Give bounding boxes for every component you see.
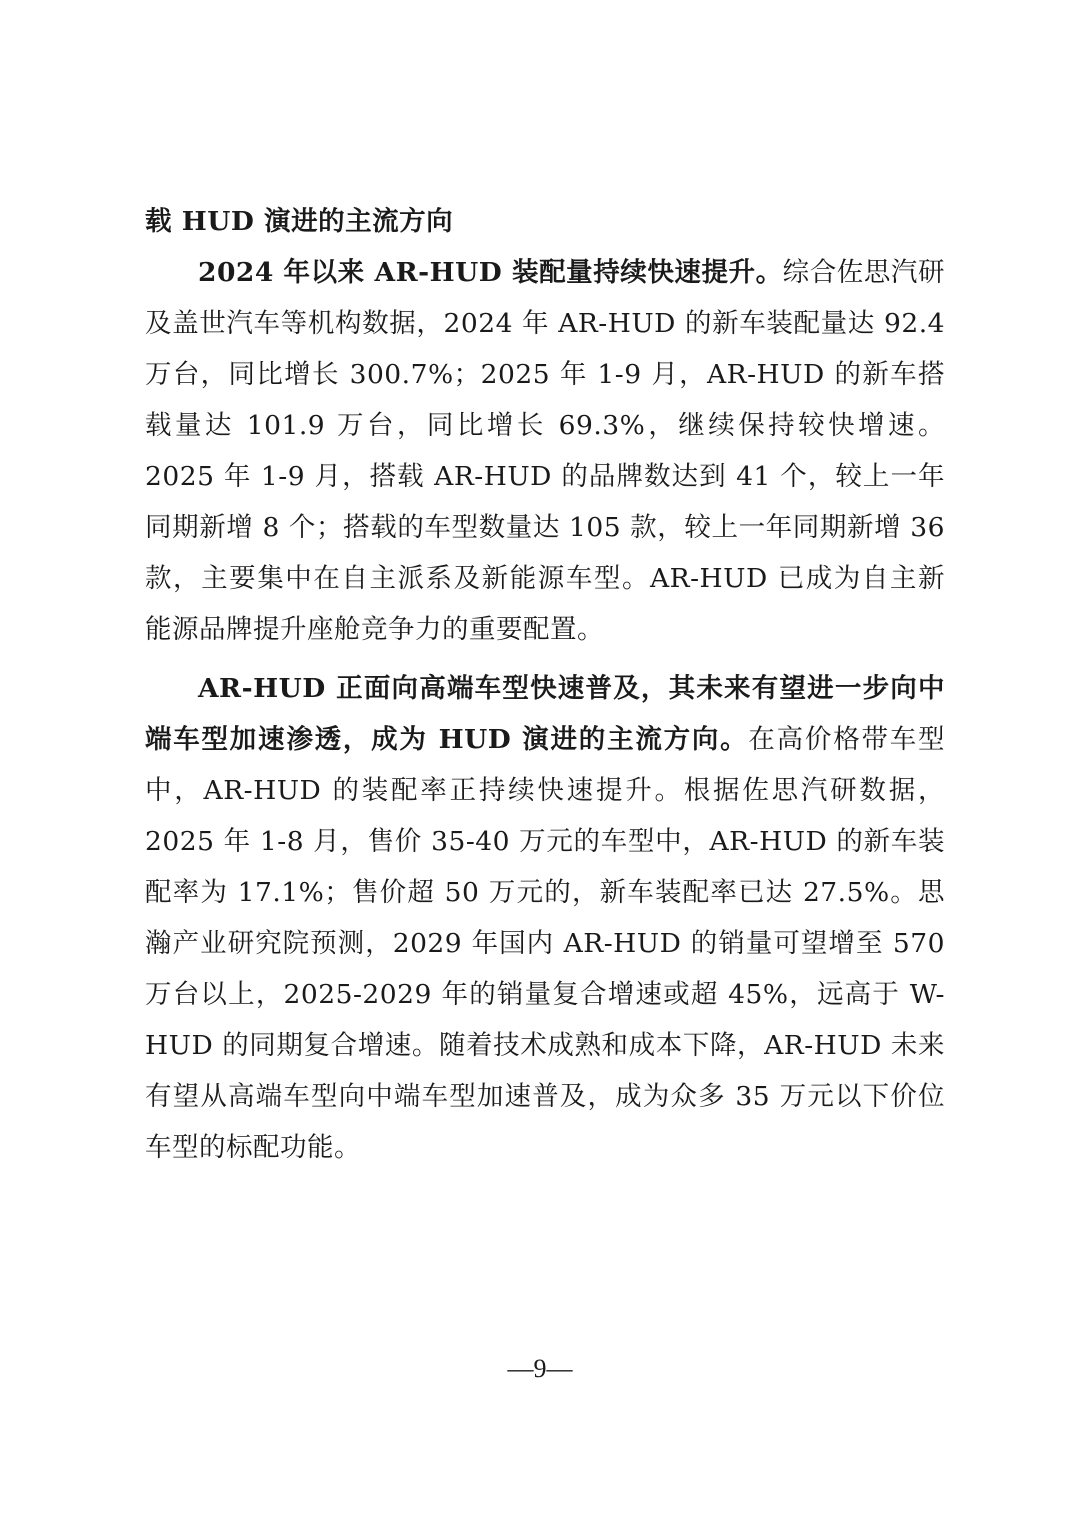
document-body — [145, 196, 945, 1173]
paragraph-body: 在高价格带车型中，AR-HUD 的装配率正持续快速提升。根据佐思汽研数据，2025 年 1-8 月，售价 35-40 万元的车型中，AR-HUD 的新车装配率为 17.1%；售价超 50 万元的，新车装配率已达 27.5%。思瀚产业研究院预测，2029 年国内 AR-HUD 的销量可望增至 570 万台以上，2025-2029 年的销量复合增速或超 45%，远高于 W-HUD 的同期复合增速。随着技术成熟和成本下降，AR-HUD 未来有望从高端车型向中端车型加速普及，成为众多 35 万元以下价位车型的标配功能。 — [145, 724, 945, 1163]
paragraph-lead: AR-HUD 正面向高端车型快速普及，其未来有望进一步向中端车型加速渗透，成为 HUD 演进的主流方向。 — [145, 673, 945, 755]
paragraph-ar-hud-installation — [145, 247, 945, 655]
paragraph-body: 综合佐思汽研及盖世汽车等机构数据，2024 年 AR-HUD 的新车装配量达 92.4 万台，同比增长 300.7%；2025 年 1-9 月，AR-HUD 的新车搭载量达 101.9 万台，同比增长 69.3%，继续保持较快增速。2025 年 1-9 月，搭载 AR-HUD 的品牌数达到 41 个，较上一年同期新增 8 个；搭载的车型数量达 105 款，较上一年同期新增 36 款，主要集中在自主派系及新能源车型。AR-HUD 已成为自主新能源品牌提升座舱竞争力的重要配置。 — [145, 257, 945, 645]
page-number: —9— — [507, 1354, 573, 1383]
paragraph-lead: 2024 年以来 AR-HUD 装配量持续快速提升。 — [198, 257, 783, 288]
continuation-line: 载 HUD 演进的主流方向 — [145, 206, 454, 237]
paragraph-ar-hud-penetration — [145, 663, 945, 1173]
